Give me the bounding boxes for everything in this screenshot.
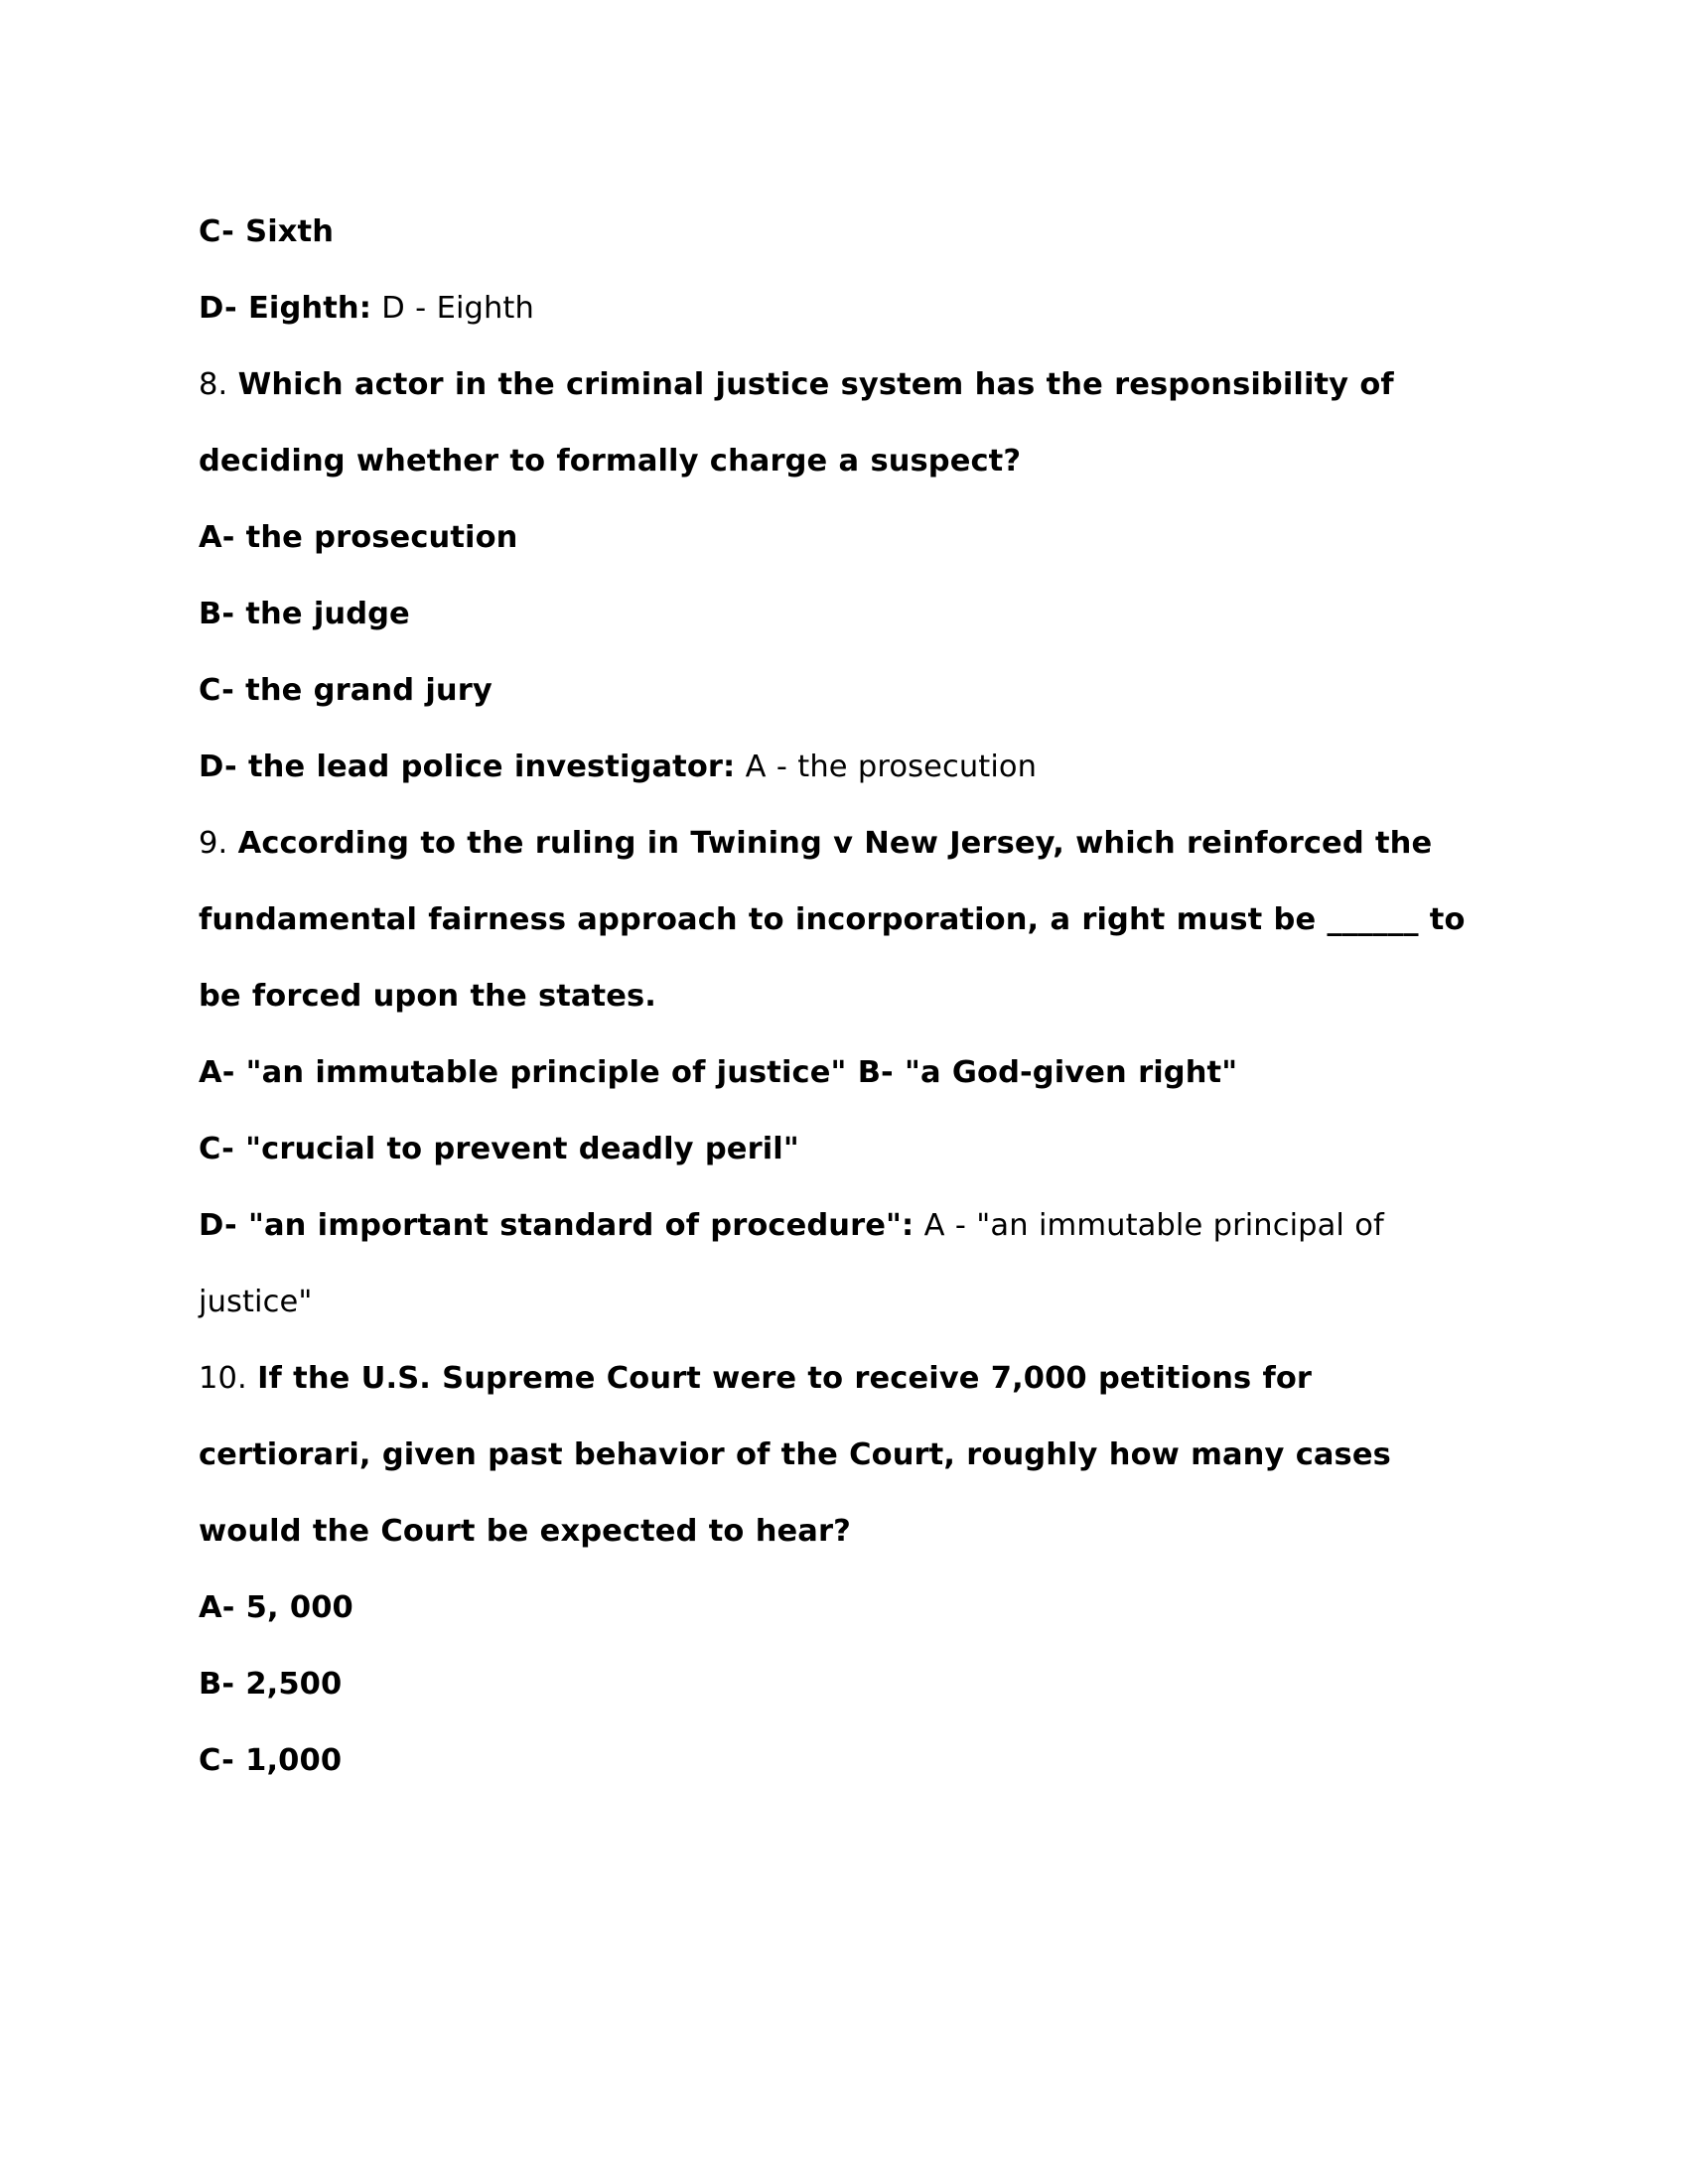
question-9-option-d-text: D- "an important standard of procedure": <box>199 1208 914 1243</box>
question-8-option-b <box>199 576 1479 652</box>
question-8-option-d <box>199 729 1479 805</box>
question-8-option-d-text: D- the lead police investigator: <box>199 750 736 784</box>
question-8-option-a <box>199 499 1479 576</box>
question-10-text: If the U.S. Supreme Court were to receive 7,000 petitions for certiorari, given past behavior of the Court, roughly how many cases would the Court be expected to hear? <box>199 1361 1391 1549</box>
answer-option-d-eighth-text: D- Eighth: <box>199 291 371 326</box>
question-10-option-b-text: B- 2,500 <box>199 1667 343 1702</box>
question-8-option-b-text: B- the judge <box>199 597 410 631</box>
question-9-text: 9. <box>199 826 238 861</box>
question-10 <box>199 1340 1479 1570</box>
question-9-option-c-text: C- "crucial to prevent deadly peril" <box>199 1132 799 1166</box>
question-10-option-c <box>199 1722 1479 1799</box>
answer-option-d-eighth <box>199 270 1479 346</box>
answer-option-c-sixth-text: C- Sixth <box>199 214 335 249</box>
question-9-options-a-b <box>199 1034 1479 1111</box>
question-8-option-c-text: C- the grand jury <box>199 673 492 708</box>
question-8 <box>199 346 1479 499</box>
question-8-option-a-text: A- the prosecution <box>199 520 518 555</box>
document-body <box>199 194 1479 1799</box>
question-9-options-a-b-text: A- "an immutable principle of justice" B- "a God-given right" <box>199 1055 1238 1090</box>
answer-option-c-sixth <box>199 194 1479 270</box>
question-9-option-c <box>199 1111 1479 1187</box>
question-9-option-d <box>199 1187 1479 1340</box>
question-8-text: Which actor in the criminal justice system has the responsibility of deciding whether to formally charge a suspect? <box>199 367 1394 478</box>
question-10-option-a <box>199 1570 1479 1646</box>
question-10-option-b <box>199 1646 1479 1722</box>
answer-option-d-eighth-text: D - Eighth <box>371 291 534 326</box>
question-9-text: According to the ruling in Twining v New Jersey, which reinforced the fundamental fairness approach to incorporation, a right must be ______ to be forced upon the states. <box>199 826 1466 1014</box>
question-10-option-a-text: A- 5, 000 <box>199 1590 353 1625</box>
question-8-option-d-text: A - the prosecution <box>735 750 1038 784</box>
question-10-text: 10. <box>199 1361 258 1396</box>
question-8-option-c <box>199 652 1479 729</box>
question-9 <box>199 805 1479 1034</box>
question-10-option-c-text: C- 1,000 <box>199 1743 343 1778</box>
question-8-text: 8. <box>199 367 238 402</box>
question-9-option-d-text: A - "an immutable principal of justice" <box>199 1208 1384 1319</box>
